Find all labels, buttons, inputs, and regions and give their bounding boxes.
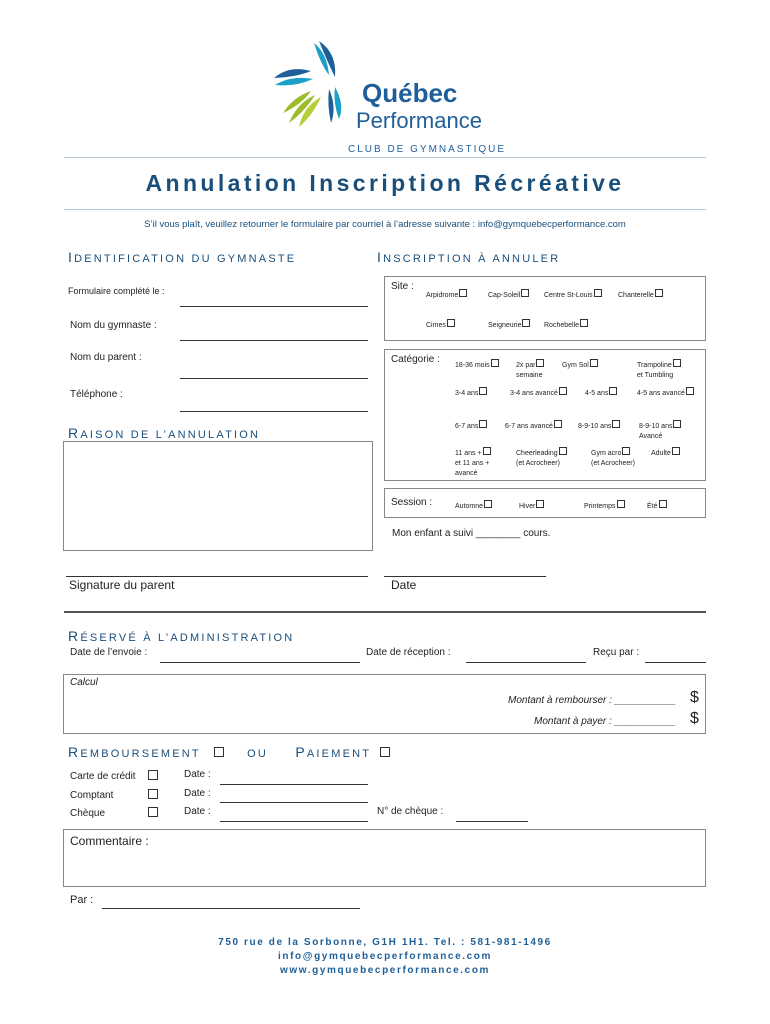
receive-date-label: Date de réception :	[366, 647, 451, 658]
checkbox-icon[interactable]	[590, 359, 598, 367]
parent-name-field[interactable]	[180, 378, 368, 379]
category-option[interactable]: Trampoline et Tumbling	[637, 359, 681, 381]
site-label: Site :	[391, 281, 414, 292]
checkbox-icon[interactable]	[622, 447, 630, 455]
gymnast-name-field[interactable]	[180, 340, 368, 341]
parent-signature-label: Signature du parent	[69, 578, 175, 592]
cash-date-field[interactable]	[220, 802, 368, 803]
calc-box	[63, 674, 706, 734]
category-label: Catégorie :	[391, 354, 440, 365]
refund-payment-heading: REMBOURSEMENT OU PAIEMENT	[68, 744, 390, 760]
checkbox-icon[interactable]	[536, 359, 544, 367]
admin-heading: RÉSERVÉ À L’ADMINISTRATION	[68, 628, 295, 644]
parent-signature-field[interactable]	[66, 576, 368, 577]
cash-label: Comptant	[70, 790, 114, 801]
checkbox-icon[interactable]	[483, 447, 491, 455]
checkbox-icon[interactable]	[673, 359, 681, 367]
session-option[interactable]: Automne	[455, 500, 492, 512]
checkbox-icon[interactable]	[655, 289, 663, 297]
category-option[interactable]: 8-9-10 ans Avancé	[639, 420, 681, 442]
checkbox-icon[interactable]	[672, 447, 680, 455]
cash-checkbox-icon[interactable]	[148, 789, 158, 799]
category-option[interactable]: Gym acro (et Acrocheer)	[591, 447, 635, 469]
site-option[interactable]: Arpidrome	[426, 289, 467, 301]
logo-line1: Québec	[362, 78, 458, 108]
receive-date-field[interactable]	[466, 662, 586, 663]
site-option[interactable]: Rochebelle	[544, 319, 588, 331]
checkbox-icon[interactable]	[459, 289, 467, 297]
currency-symbol: $	[690, 689, 699, 706]
checkbox-icon[interactable]	[536, 500, 544, 508]
signature-date-label: Date	[391, 578, 417, 592]
logo	[264, 38, 524, 163]
checkbox-icon[interactable]	[659, 500, 667, 508]
identification-heading: IDENTIFICATION DU GYMNASTE	[68, 249, 297, 265]
footer-address: 750 rue de la Sorbonne, G1H 1H1. Tel. : 581-981-1496	[218, 937, 552, 948]
parent-name-label: Nom du parent :	[70, 352, 142, 363]
session-option[interactable]: Hiver	[519, 500, 544, 512]
credit-card-checkbox-icon[interactable]	[148, 770, 158, 780]
pay-amount-label: Montant à payer : ___________	[534, 716, 676, 727]
category-option[interactable]: 6-7 ans avancé	[505, 420, 562, 432]
checkbox-icon[interactable]	[491, 359, 499, 367]
footer-web[interactable]: www.gymquebecperformance.com	[279, 965, 491, 976]
site-option[interactable]: Cimes	[426, 319, 455, 331]
checkbox-icon[interactable]	[554, 420, 562, 428]
phone-field[interactable]	[180, 411, 368, 412]
checkbox-icon[interactable]	[522, 319, 530, 327]
checkbox-icon[interactable]	[484, 500, 492, 508]
gymnast-name-label: Nom du gymnaste :	[70, 320, 157, 331]
date-label: Date :	[184, 806, 211, 817]
logo-tagline: CLUB DE GYMNASTIQUE	[348, 144, 507, 155]
page-title: Annulation Inscription Récréative	[145, 170, 625, 196]
checkbox-icon[interactable]	[609, 387, 617, 395]
category-option[interactable]: 8-9-10 ans	[578, 420, 620, 432]
by-field[interactable]	[102, 908, 360, 909]
currency-symbol: $	[690, 710, 699, 727]
calc-label: Calcul	[70, 677, 98, 688]
form-date-field[interactable]	[180, 306, 368, 307]
category-option[interactable]: 4-5 ans avancé	[637, 387, 694, 399]
footer-email[interactable]: info@gymquebecperformance.com	[278, 951, 492, 962]
site-box	[384, 276, 706, 341]
category-option[interactable]: 4-5 ans	[585, 387, 617, 399]
site-option[interactable]: Centre St-Louis	[544, 289, 602, 301]
category-option[interactable]: Gym Sol	[562, 359, 598, 371]
section-divider	[64, 611, 706, 613]
cheque-number-field[interactable]	[456, 821, 528, 822]
checkbox-icon[interactable]	[612, 420, 620, 428]
form-date-label: Formulaire complété le :	[68, 286, 165, 296]
checkbox-icon[interactable]	[479, 420, 487, 428]
send-date-label: Date de l’envoie :	[70, 647, 148, 658]
site-option[interactable]: Seigneurie	[488, 319, 530, 331]
checkbox-icon[interactable]	[686, 387, 694, 395]
comment-label: Commentaire :	[70, 834, 149, 848]
reason-heading: RAISON DE L’ANNULATION	[68, 425, 261, 441]
by-label: Par :	[70, 894, 94, 906]
inscription-heading: INSCRIPTION À ANNULER	[377, 249, 561, 265]
category-option[interactable]: 18-36 mois	[455, 359, 499, 371]
site-option[interactable]: Chanterelle	[618, 289, 663, 301]
instruction: S’il vous plaît, veuillez retourner le formulaire par courriel à l’adresse suivante : info@gymquebecperformance.com	[144, 219, 626, 230]
session-box	[384, 488, 706, 518]
credit-card-date-field[interactable]	[220, 784, 368, 785]
checkbox-icon[interactable]	[559, 387, 567, 395]
received-by-label: Reçu par :	[593, 647, 640, 658]
title-top-rule	[64, 157, 706, 158]
cheque-checkbox-icon[interactable]	[148, 807, 158, 817]
category-option[interactable]: 3-4 ans	[455, 387, 487, 399]
cheque-number-label: N° de chèque :	[377, 806, 444, 817]
title-bottom-rule	[64, 209, 706, 210]
logo-line2: Performance	[356, 108, 482, 133]
star-logo-icon	[264, 38, 364, 138]
category-option[interactable]: 11 ans + et 11 ans + avancé	[455, 447, 491, 479]
session-option[interactable]: Été	[647, 500, 667, 512]
payment-checkbox-icon[interactable]	[380, 747, 390, 757]
credit-card-label: Carte de crédit	[70, 771, 136, 782]
category-option[interactable]: Adulte	[651, 447, 680, 459]
category-box	[384, 349, 706, 481]
reason-textarea[interactable]	[63, 441, 373, 551]
date-label: Date :	[184, 769, 211, 780]
refund-amount-label: Montant à rembourser : ___________	[508, 695, 676, 706]
checkbox-icon[interactable]	[594, 289, 602, 297]
signature-date-field[interactable]	[384, 576, 546, 577]
category-option[interactable]: Cheerleading (et Acrocheer)	[516, 447, 567, 469]
received-by-field[interactable]	[645, 662, 706, 663]
checkbox-icon[interactable]	[559, 447, 567, 455]
checkbox-icon[interactable]	[617, 500, 625, 508]
checkbox-icon[interactable]	[580, 319, 588, 327]
session-label: Session :	[391, 497, 433, 508]
category-option[interactable]: 6-7 ans	[455, 420, 487, 432]
session-option[interactable]: Printemps	[584, 500, 625, 512]
checkbox-icon[interactable]	[447, 319, 455, 327]
phone-label: Téléphone :	[70, 389, 123, 400]
courses-text: Mon enfant a suivi ________ cours.	[392, 528, 551, 539]
site-option[interactable]: Cap-Soleil	[488, 289, 529, 301]
send-date-field[interactable]	[160, 662, 360, 663]
category-option[interactable]: 3-4 ans avancé	[510, 387, 567, 399]
refund-checkbox-icon[interactable]	[214, 747, 224, 757]
category-option[interactable]: 2x par semaine	[516, 359, 544, 381]
checkbox-icon[interactable]	[521, 289, 529, 297]
comment-box[interactable]	[63, 829, 706, 887]
cheque-date-field[interactable]	[220, 821, 368, 822]
checkbox-icon[interactable]	[479, 387, 487, 395]
checkbox-icon[interactable]	[673, 420, 681, 428]
date-label: Date :	[184, 788, 211, 799]
cheque-label: Chèque	[70, 808, 106, 819]
